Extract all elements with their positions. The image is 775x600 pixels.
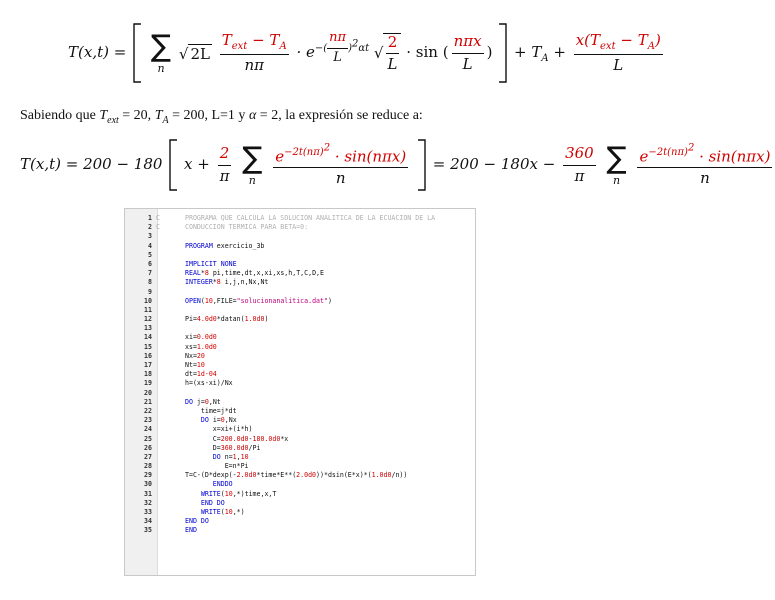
code-line [125, 269, 475, 278]
code-line [125, 471, 475, 480]
temp-diff-fraction: $\frac{T_{ext} - T_A}{n\pi}$ [221, 30, 287, 75]
code-line [125, 499, 475, 508]
code-line [125, 490, 475, 499]
code-line [125, 517, 475, 526]
code-text: E=n*Pi [185, 462, 249, 471]
code-line [125, 370, 475, 379]
right-bracket [497, 22, 509, 84]
line-number: 4 [148, 241, 152, 250]
line-number: 14 [144, 333, 152, 342]
line-number: 20 [144, 388, 152, 397]
code-line [125, 361, 475, 370]
sum-symbol: ∑ n [150, 28, 172, 75]
code-line [125, 398, 475, 407]
code-line [125, 480, 475, 489]
code-line [125, 416, 475, 425]
line-number: 7 [148, 269, 152, 278]
code-text: h=(xs-xi)/Nx [185, 379, 233, 388]
code-text: DO j=0,Nt [185, 397, 221, 406]
code-line [125, 379, 475, 388]
code-text: CONDUCCION TERMICA PARA BETA=0: [185, 223, 309, 232]
line-number: 9 [148, 287, 152, 296]
code-line [125, 223, 475, 232]
sin-label: · sin [406, 43, 438, 61]
code-line [125, 389, 475, 398]
line-number: 18 [144, 370, 152, 379]
code-text: xi=0.0d0 [185, 333, 217, 342]
code-line [125, 343, 475, 352]
code-line [125, 288, 475, 297]
line-number: 15 [144, 342, 152, 351]
code-line [125, 352, 475, 361]
code-line [125, 214, 475, 223]
sin-arg: ( $\frac{\text{nπx}}{L}$ ) [442, 32, 493, 73]
sqrt-2l: √ 2L [178, 44, 210, 63]
line-number: 22 [144, 406, 152, 415]
code-lines [125, 214, 475, 536]
two-over-pi: $\frac{2}{\pi}$ [219, 144, 230, 185]
code-text: WRITE(10,*)time,x,T [200, 489, 277, 498]
line-number: 25 [144, 434, 152, 443]
line-number: 32 [144, 498, 152, 507]
code-line [125, 306, 475, 315]
code-text: D=360.0d0/Pi [185, 443, 261, 452]
code-text: DO n=1,10 [212, 452, 249, 461]
line-number: 16 [144, 351, 152, 360]
code-line [125, 324, 475, 333]
formula1-lhs: T(x,t) = [68, 43, 127, 61]
left-bracket [131, 22, 143, 84]
line-number: 2 [148, 223, 152, 232]
sqrt-2-over-l: √ $\frac{2}{L}$ [374, 33, 402, 74]
line-number: 5 [148, 250, 152, 259]
code-text: END DO [200, 498, 225, 507]
code-text: INTEGER*8 i,j,n,Nx,Nt [185, 278, 269, 287]
line-number: 6 [148, 259, 152, 268]
line-number: 10 [144, 296, 152, 305]
code-line [125, 315, 475, 324]
code-text: x=xi+(i*h) [185, 425, 253, 434]
code-editor[interactable] [124, 208, 476, 576]
line-number: 27 [144, 452, 152, 461]
code-text: PROGRAM exercicio_3b [185, 241, 265, 250]
formula-general [68, 22, 666, 84]
code-text: time=j*dt [185, 406, 237, 415]
line-number: 1 [148, 214, 152, 222]
formula2-lhs: T(x,t) = 200 − 180 [20, 155, 163, 173]
code-line [125, 435, 475, 444]
x-plus: x + [184, 155, 210, 173]
code-text: IMPLICIT NONE [185, 259, 237, 268]
code-text: PROGRAMA QUE CALCULA LA SOLUCION ANALITICA DE LA ECUACION DE LA [185, 214, 436, 222]
line-number: 13 [144, 324, 152, 333]
code-line [125, 453, 475, 462]
line-number: 21 [144, 397, 152, 406]
line-number: 29 [144, 471, 152, 480]
code-line [125, 333, 475, 342]
code-line [125, 407, 475, 416]
code-text: END DO [185, 517, 209, 526]
code-text: Pi=4.0d0*datan(1.0d0) [185, 315, 269, 324]
line-number: 28 [144, 462, 152, 471]
line-number: 19 [144, 379, 152, 388]
formula2-mid: = 200 − 180x − [432, 155, 556, 173]
code-line [125, 444, 475, 453]
code-line [125, 251, 475, 260]
left-bracket-2 [167, 138, 179, 192]
code-line [125, 260, 475, 269]
code-text: ENDDO [212, 480, 233, 489]
code-line [125, 462, 475, 471]
code-text: C=200.0d0-180.0d0*x [185, 434, 289, 443]
plus-ta: + $T_A$ + [513, 43, 566, 64]
line-number: 34 [144, 517, 152, 526]
code-text: WRITE(10,*) [200, 508, 245, 516]
code-line [125, 526, 475, 535]
code-line [125, 242, 475, 251]
code-line [125, 297, 475, 306]
code-text: xs=1.0d0 [185, 342, 217, 351]
code-text: dt=1d-04 [185, 370, 217, 379]
line-number: 3 [148, 232, 152, 241]
code-line [125, 425, 475, 434]
line-number: 24 [144, 425, 152, 434]
sum-symbol-3: ∑ n [606, 140, 627, 187]
line-number: 35 [144, 526, 152, 535]
line-number: 17 [144, 361, 152, 369]
exp-term: · $e^{-( \frac{n\pi}{L} )^2\alpha t}$ [296, 30, 370, 65]
code-line [125, 278, 475, 287]
right-bracket-2 [416, 138, 428, 192]
code-line [125, 232, 475, 241]
linear-term-fraction: $\frac{x(T_{ext} - T_A)}{L}$ [575, 30, 661, 75]
line-number: 23 [144, 416, 152, 425]
line-number: 30 [144, 480, 152, 489]
code-line [125, 508, 475, 517]
code-text: DO i=0,Nx [200, 416, 237, 425]
comment-marker: C [156, 223, 160, 232]
line-number: 31 [144, 489, 152, 498]
code-text: T=C-(D*dexp(-2.0d0*time*E**(2.0d0))*dsin(E*x)*(1.0d0/n)) [185, 471, 408, 480]
code-text: END [185, 526, 197, 535]
line-number: 33 [144, 508, 152, 516]
code-text: REAL*8 pi,time,dt,x,xi,xs,h,T,C,D,E [185, 269, 324, 278]
c360-over-pi: $\frac{360}{\pi}$ [565, 144, 594, 185]
formula-reduced [20, 138, 775, 192]
code-text: Nt=10 [185, 361, 205, 369]
intro-sentence: Sabiendo que $T_{ext} = 20$, $T_A = 200$, L=1 y α = 2, la expresión se reduce a: [20, 108, 423, 126]
sum-symbol-2: ∑ n [242, 140, 263, 187]
line-number: 11 [144, 305, 152, 314]
code-text: OPEN(10,FILE="solucionanalitica.dat") [185, 296, 332, 305]
series-term-fraction: $\frac{e^{-2t(n\pi)^2} \cdot \sin(n\pi x)}{n}$ [275, 142, 407, 188]
line-number: 26 [144, 443, 152, 452]
code-text: Nx=20 [185, 351, 205, 360]
line-number: 12 [144, 315, 152, 324]
series-term-fraction-2: $\frac{e^{-2t(n\pi)^2} \cdot \sin(n\pi x)}{n}$ [639, 142, 771, 188]
comment-marker: C [156, 214, 160, 222]
line-number: 8 [148, 278, 152, 287]
